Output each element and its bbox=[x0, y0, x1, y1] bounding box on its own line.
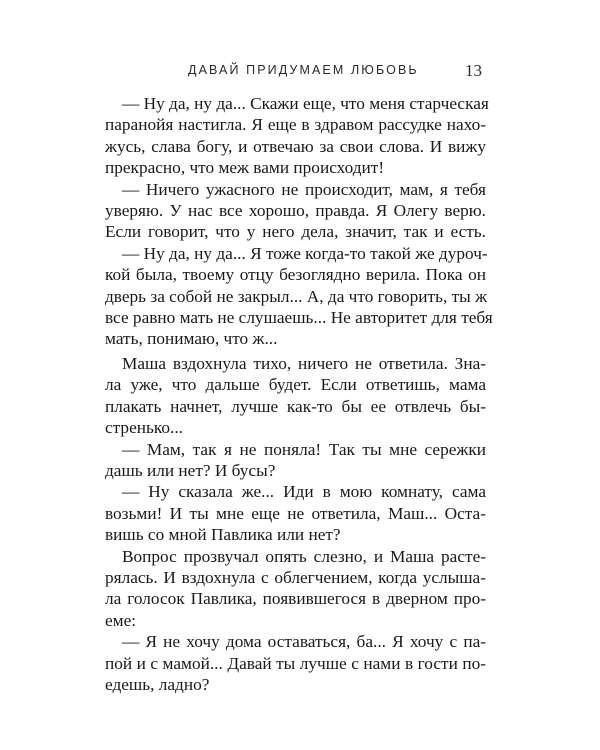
text-line: — Ну да, ну да... Я тоже когда-то такой же дуроч- bbox=[122, 243, 488, 263]
book-title: ДАВАЙ ПРИДУМАЕМ ЛЮБОВЬ bbox=[188, 63, 419, 77]
text-line: — Ну да, ну да... Скажи еще, что меня старческая bbox=[122, 94, 489, 113]
text-line: плакать начнет, лучше как-то бы ее отвлечь бы- bbox=[105, 396, 486, 416]
text-line: уверяю. У нас все хорошо, правда. Я Олегу верю. bbox=[105, 201, 486, 221]
text-line: ла голосок Павлика, появившегося в дверном про- bbox=[105, 589, 486, 609]
body-text bbox=[105, 93, 493, 695]
text-line: жусь, слава богу, и отвечаю за свои слова. И вижу bbox=[105, 136, 486, 156]
text-line: Вопрос прозвучал опять слезно, и Маша расте- bbox=[122, 546, 486, 566]
text-line: прекрасно, что меж вами происходит! bbox=[105, 158, 385, 178]
text-line: паранойя настигла. Я еще в здравом рассудке нахо- bbox=[105, 115, 486, 135]
running-header bbox=[112, 61, 482, 81]
text-line: — Ничего ужасного не происходит, мам, я тебя bbox=[122, 179, 486, 199]
text-line: пой и с мамой... Давай ты лучше с нами в гости по- bbox=[105, 653, 486, 673]
page-number: 13 bbox=[465, 61, 482, 80]
text-line: дверь за собой не закрыл... А, да что говорить, ты ж bbox=[105, 286, 488, 306]
text-line: — Я не хочу дома оставаться, ба... Я хочу с па- bbox=[122, 632, 486, 652]
text-line: Маша вздохнула тихо, ничего не ответила. Зна- bbox=[122, 353, 486, 373]
text-line: мать, понимаю, что ж... bbox=[105, 329, 278, 349]
text-line: еме: bbox=[105, 610, 137, 630]
text-line: — Ну сказала же... Иди в мою комнату, сама bbox=[122, 482, 486, 502]
text-line: ла уже, что дальше будет. Если ответишь, мама bbox=[105, 375, 486, 395]
text-line: возьми! И ты мне еще не ответила, Маш... Оста- bbox=[105, 503, 486, 523]
text-line: едешь, ладно? bbox=[105, 674, 210, 694]
text-line: вишь со мной Павлика или нет? bbox=[105, 525, 341, 545]
text-line: кой была, твоему отцу безоглядно верила. Пока он bbox=[105, 265, 486, 285]
text-line: все равно мать не слушаешь... Не авторитет для тебя bbox=[105, 308, 493, 328]
text-line: рялась. И вздохнула с облегчением, когда услыша- bbox=[105, 567, 486, 587]
text-line: — Мам, так я не поняла! Так ты мне сережки bbox=[122, 439, 486, 459]
text-line: Если говорит, что у него дела, значит, так и есть. bbox=[105, 222, 486, 242]
text-line: дашь или нет? И бусы? bbox=[105, 460, 276, 480]
text-line: стренько... bbox=[105, 418, 183, 438]
